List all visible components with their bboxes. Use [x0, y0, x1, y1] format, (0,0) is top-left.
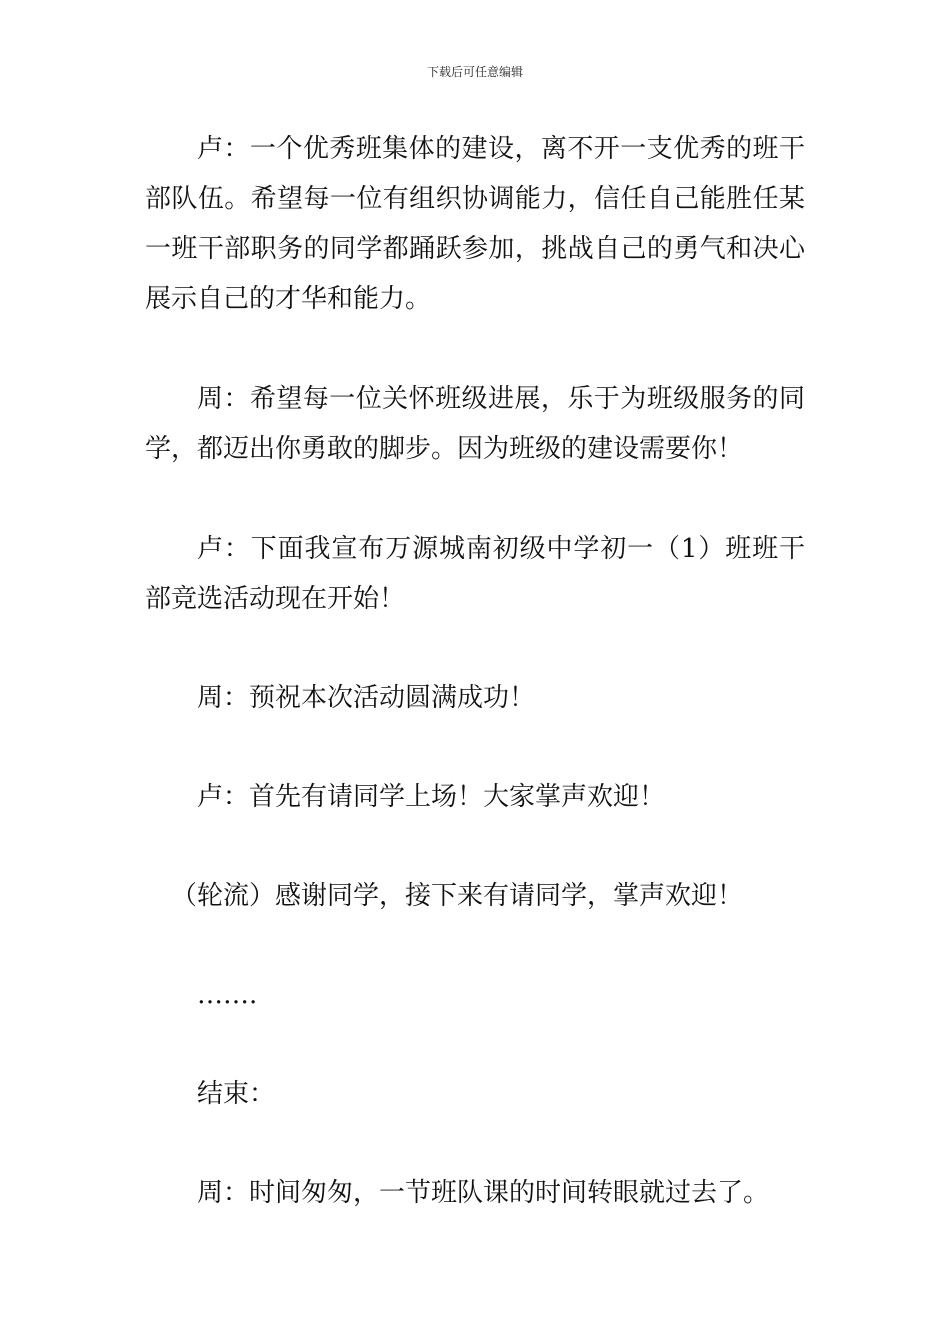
ellipsis-line: ……. — [197, 980, 258, 1010]
paragraph-closing: 周：时间匆匆，一节班队课的时间转眼就过去了。 — [197, 1178, 770, 1208]
paragraph-3: 卢：下面我宣布万源城南初级中学初一（1）班班干部竞选活动现在开始！ — [145, 534, 805, 614]
paragraph-5: 卢：首先有请同学上场！大家掌声欢迎！ — [197, 782, 666, 812]
paragraph-4: 周：预祝本次活动圆满成功！ — [197, 683, 536, 713]
page-header: 下载后可任意编辑 — [426, 65, 523, 79]
paragraph-1: 卢：一个优秀班集体的建设，离不开一支优秀的班干部队伍。希望每一位有组织协调能力，信任自己能胜任某一班干部职务的同学都踊跃参加，挑战自己的勇气和决心展示自己的才华和能力。 — [145, 134, 805, 314]
paragraph-6: （轮流）感谢同学，接下来有请同学，掌声欢迎！ — [171, 881, 744, 911]
paragraph-2: 周：希望每一位关怀班级进展，乐于为班级服务的同学，都迈出你勇敢的脚步。因为班级的建设需要你！ — [145, 384, 805, 464]
section-heading-end: 结束： — [197, 1079, 276, 1109]
